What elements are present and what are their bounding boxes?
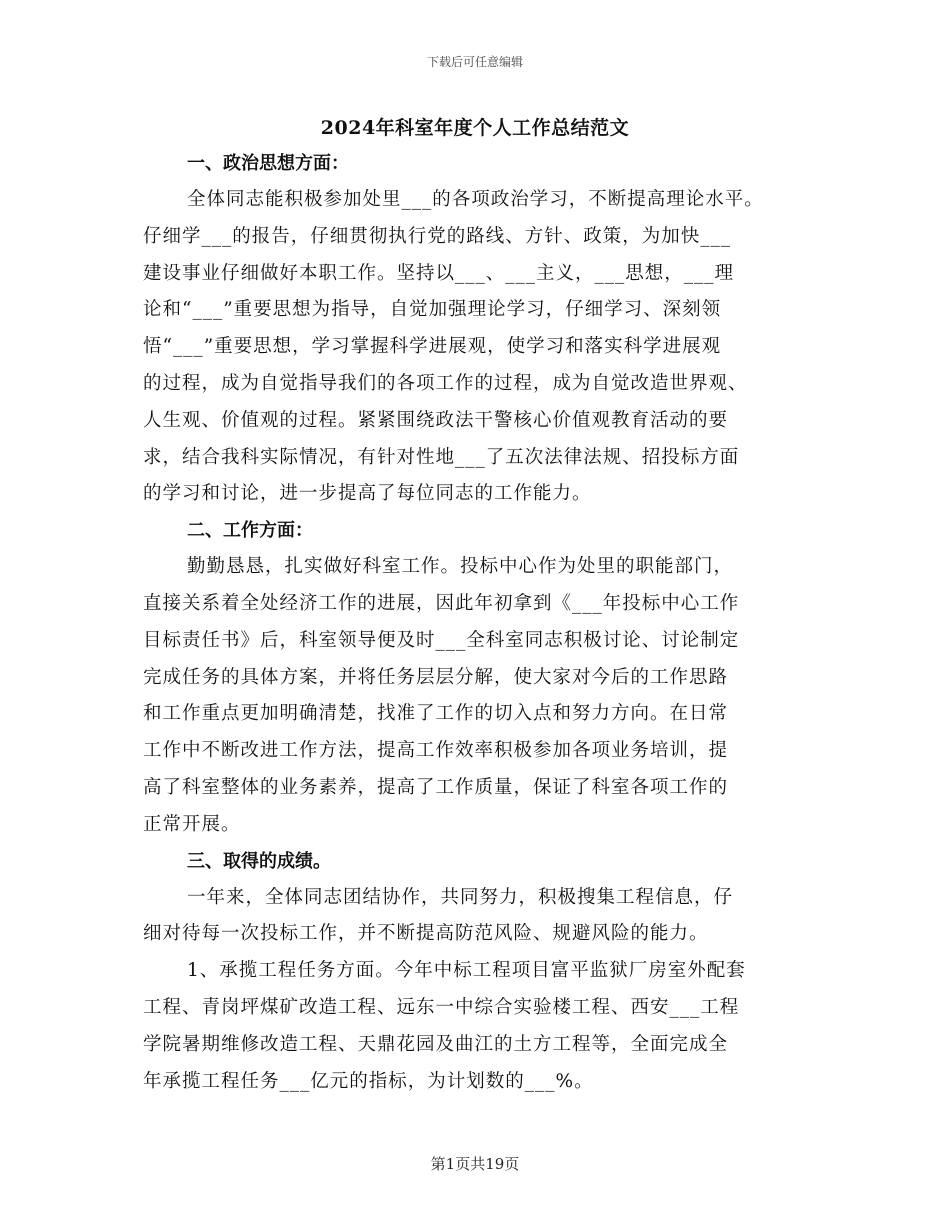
document-title: 2024年科室年度个人工作总结范文 — [320, 117, 630, 139]
paragraph-line: 完成任务的具体方案，并将任务层层分解，使大家对今后的工作思路 — [143, 666, 729, 688]
paragraph-line: 1、承揽工程任务方面。今年中标工程项目富平监狱厂房室外配套 — [187, 960, 746, 982]
paragraph-line: 学院暑期维修改造工程、天鼎花园及曲江的土方工程等，全面完成全 — [143, 1033, 729, 1055]
paragraph-line: 求，结合我科实际情况，有针对性地___了五次法律法规、招投标方面 — [143, 446, 740, 468]
paragraph-line: 目标责任书》后，科室领导便及时___全科室同志积极讨论、讨论制定 — [143, 629, 740, 651]
section-work-paragraph — [143, 549, 823, 843]
paragraph-line: 仔细学___的报告，仔细贯彻执行党的路线、方针、政策，为加快___ — [143, 225, 732, 247]
paragraph-line: 的过程，成为自觉指导我们的各项工作的过程，成为自觉改造世界观、 — [143, 372, 748, 394]
paragraph-line: 人生观、价值观的过程。紧紧围绕政法干警核心价值观教育活动的要 — [143, 409, 729, 431]
paragraph-line: 高了科室整体的业务素养，提高了工作质量，保证了科室各项工作的 — [143, 776, 729, 798]
paragraph-line: 和工作重点更加明确清楚，找准了工作的切入点和努力方向。在日常 — [143, 703, 729, 725]
paragraph-line: 悟“___”重要思想，学习掌握科学进展观，使学习和落实科学进展观 — [143, 336, 722, 358]
page-number: 第1页共19页 — [430, 1155, 520, 1173]
section-achievements-paragraph — [143, 880, 823, 1101]
paragraph-line: 细对待每一次投标工作，并不断提高防范风险、规避风险的能力。 — [143, 923, 709, 945]
paragraph-line: 论和“___”重要思想为指导，自觉加强理论学习，仔细学习、深刻领 — [143, 299, 722, 321]
paragraph-line: 正常开展。 — [143, 813, 241, 835]
paragraph-line: 勤勤恳恳，扎实做好科室工作。投标中心作为处里的职能部门， — [187, 556, 734, 578]
page-header-note: 下载后可任意编辑 — [426, 55, 523, 69]
paragraph-line: 建设事业仔细做好本职工作。坚持以___、___主义，___思想，___理 — [143, 262, 735, 284]
section-heading-achievements: 三、取得的成绩。 — [187, 850, 331, 872]
section-heading-politics: 一、政治思想方面： — [187, 153, 349, 174]
paragraph-line: 的学习和讨论，进一步提高了每位同志的工作能力。 — [143, 483, 592, 505]
paragraph-line: 一年来，全体同志团结协作，共同努力，积极搜集工程信息，仔 — [187, 886, 734, 908]
paragraph-line: 工作中不断改进工作方法，提高工作效率积极参加各项业务培训，提 — [143, 740, 729, 762]
section-heading-work: 二、工作方面： — [187, 520, 313, 542]
paragraph-line: 年承揽工程任务___亿元的指标，为计划数的___%。 — [143, 1070, 594, 1092]
section-politics-paragraph — [143, 182, 823, 513]
paragraph-line: 全体同志能积极参加处里___的各项政治学习，不断提高理论水平。 — [187, 189, 764, 210]
paragraph-line: 直接关系着全处经济工作的进展，因此年初拿到《___年投标中心工作 — [143, 592, 740, 614]
paragraph-line: 工程、青岗坪煤矿改造工程、远东一中综合实验楼工程、西安___工程 — [143, 996, 740, 1018]
document-body — [143, 146, 823, 1100]
